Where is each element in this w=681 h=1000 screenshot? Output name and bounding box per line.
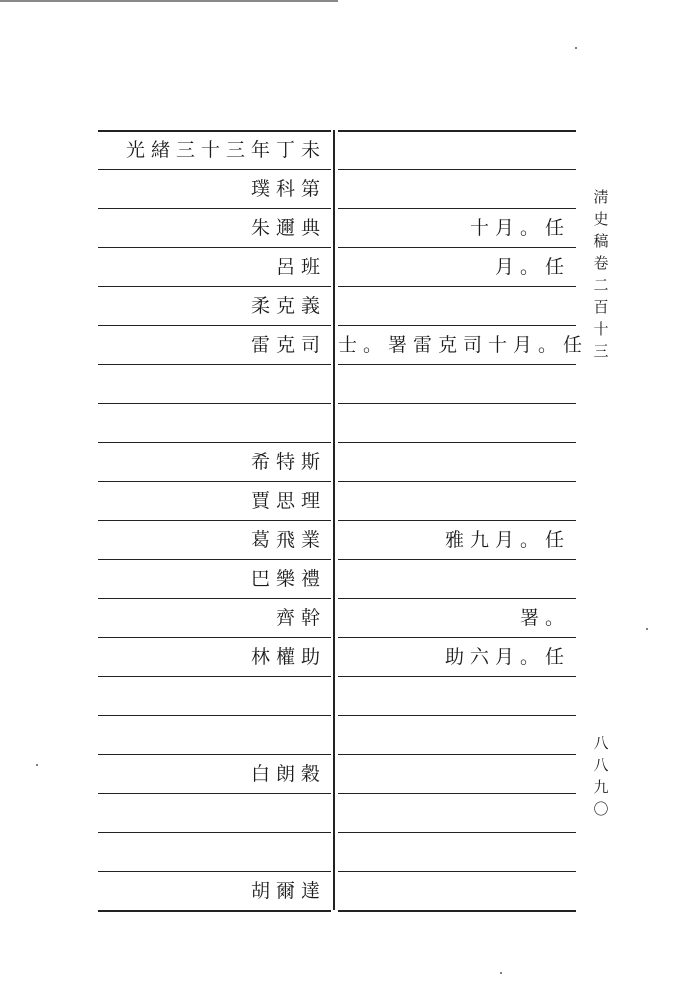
name-cell (98, 716, 326, 754)
note-cell: 士。署雷克司十月。任 (338, 334, 589, 356)
note-cell: 雅九月。任 (444, 529, 570, 551)
note-cell (338, 872, 570, 910)
name-cell: 胡爾達 (250, 880, 326, 902)
name-cell (98, 833, 326, 871)
note-cell: 助六月。任 (444, 646, 570, 668)
speck (500, 972, 502, 974)
note-cell (338, 833, 570, 871)
note-cell (338, 170, 570, 208)
row-rule (338, 910, 576, 912)
note-cell (338, 365, 570, 403)
note-cell: 署。 (519, 607, 570, 629)
row-rule (98, 910, 331, 912)
note-cell: 月。任 (494, 256, 570, 278)
note-cell: 十月。任 (469, 217, 570, 239)
note-cell (338, 287, 570, 325)
page-number: 八 八 九 〇 (593, 734, 609, 818)
note-cell (338, 794, 570, 832)
name-cell: 朱邇典 (250, 217, 326, 239)
note-cell (338, 482, 570, 520)
name-cell: 葛飛業 (250, 529, 326, 551)
note-cell (338, 404, 570, 442)
name-cell: 希特斯 (250, 451, 326, 473)
name-cell (98, 365, 326, 403)
name-cell (98, 677, 326, 715)
speck (36, 764, 38, 766)
name-cell (98, 794, 326, 832)
name-cell (98, 404, 326, 442)
speck (646, 628, 648, 630)
name-cell: 呂班 (275, 256, 326, 278)
name-cell: 齊幹 (275, 607, 326, 629)
note-cell (338, 560, 570, 598)
name-cell: 雷克司 (250, 334, 326, 356)
name-cell: 柔克義 (250, 295, 326, 317)
note-cell (338, 716, 570, 754)
top-edge-line (0, 0, 338, 2)
note-cell (338, 131, 570, 169)
name-cell: 璞科第 (250, 178, 326, 200)
name-cell: 林權助 (250, 646, 326, 668)
speck (575, 47, 577, 49)
note-cell (338, 677, 570, 715)
note-cell (338, 443, 570, 481)
official-table (98, 130, 589, 915)
note-cell (338, 755, 570, 793)
name-cell: 巴樂禮 (250, 568, 326, 590)
name-cell: 光緖三十三年丁未 (125, 139, 326, 161)
name-cell: 賈思理 (250, 490, 326, 512)
running-title: 淸 史 稿 卷 二 百 十 三 (593, 188, 609, 360)
name-cell: 白朗穀 (250, 763, 326, 785)
column-divider (333, 130, 335, 910)
